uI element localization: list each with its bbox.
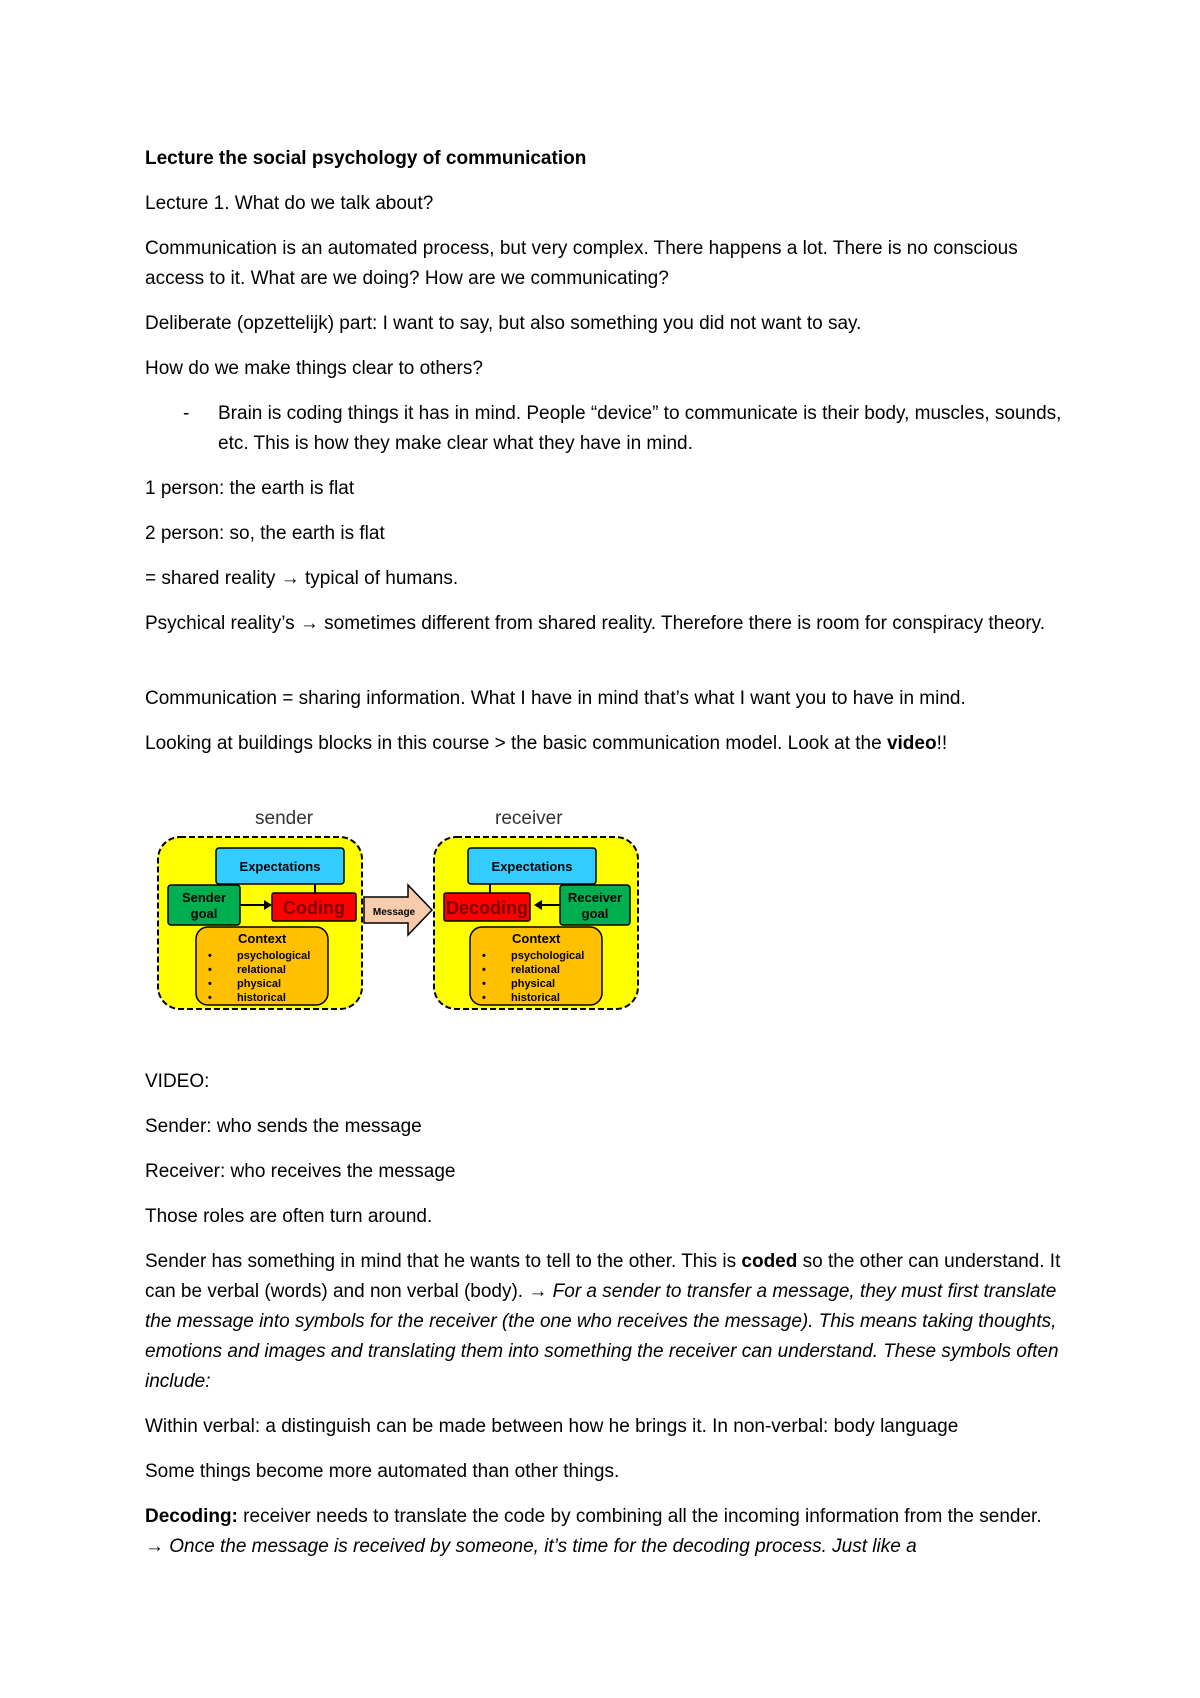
paragraph-receiver: Receiver: who receives the message (145, 1161, 456, 1182)
context-bullet-icon: • (482, 978, 486, 990)
psychical-reality-text-end: sometimes different from shared reality. Therefore there is room for conspiracy theory. (318, 613, 1046, 634)
receiver-goal-text-2: goal (581, 906, 609, 921)
bullet-marker: - (183, 403, 190, 424)
paragraph-person-2: 2 person: so, the earth is flat (145, 523, 385, 544)
decoding-label: Decoding: (145, 1506, 238, 1527)
paragraph-sender: Sender: who sends the message (145, 1116, 422, 1137)
sender-goal-text-1: Sender (181, 890, 227, 905)
receiver-context-item: historical (511, 992, 560, 1004)
paragraph-automated: Communication is an automated process, but very complex. There happens a lot. There is no conscious access to it. What are we doing? How are we communicating? (145, 238, 1018, 289)
context-bullet-icon: • (208, 964, 212, 976)
arrow-icon: → (145, 1536, 164, 1557)
shared-reality-text: = shared reality (145, 568, 281, 589)
receiver-label: receiver (495, 808, 563, 829)
sender-context-item: relational (237, 964, 286, 976)
paragraph-person-1: 1 person: the earth is flat (145, 478, 355, 499)
sender-context-item: psychological (237, 950, 311, 962)
context-bullet-icon: • (482, 992, 486, 1004)
arrow-icon: → (528, 1281, 548, 1302)
shared-reality-text-end: typical of humans. (299, 568, 459, 589)
receiver-context-title: Context (512, 931, 561, 946)
paragraph-coded (145, 1247, 1065, 1397)
receiver-goal-text-1: Receiver (567, 890, 623, 905)
paragraph-verbal: Within verbal: a distinguish can be made between how he brings it. In non-verbal: body language (145, 1416, 959, 1437)
psychical-reality-text: Psychical reality’s (145, 613, 300, 634)
context-bullet-icon: • (482, 950, 486, 962)
paragraph-shared-reality (145, 564, 1065, 594)
receiver-context-item: relational (511, 964, 560, 976)
sender-context-item: physical (237, 978, 282, 990)
decoding-italic-text: Once the message is received by someone, it’s time for the decoding process. Just like a (164, 1536, 917, 1557)
building-blocks-exclaim: !! (936, 733, 948, 754)
context-bullet-icon: • (208, 978, 212, 990)
paragraph-automated-things: Some things become more automated than other things. (145, 1461, 620, 1482)
video-heading: VIDEO: (145, 1071, 210, 1092)
paragraph-psychical-reality (145, 609, 1065, 639)
paragraph-roles: Those roles are often turn around. (145, 1206, 433, 1227)
paragraph-make-clear: How do we make things clear to others? (145, 358, 483, 379)
sender-expectations-text: Expectations (239, 859, 321, 874)
building-blocks-text: Looking at buildings blocks in this course > the basic communication model. Look at the (145, 733, 887, 754)
paragraph-deliberate: Deliberate (opzettelijk) part: I want to say, but also something you did not want to say. (145, 313, 862, 334)
paragraph-decoding (145, 1502, 1065, 1562)
message-text: Message (372, 907, 416, 918)
arrow-icon: → (299, 613, 319, 634)
coded-text: Sender has something in mind that he wants to tell to the other. This is (145, 1251, 742, 1272)
sender-label: sender (255, 808, 314, 829)
receiver-expectations-text: Expectations (491, 859, 573, 874)
receiver-context-item: physical (511, 978, 556, 990)
paragraph-sharing-information: Communication = sharing information. What I have in mind that’s what I want you to have in mind. (145, 688, 966, 709)
context-bullet-icon: • (208, 992, 212, 1004)
communication-model-diagram (150, 805, 650, 1015)
receiver-context-item: psychological (511, 950, 585, 962)
decoding-text: Decoding (445, 898, 529, 918)
paragraph-building-blocks (145, 729, 1065, 759)
context-bullet-icon: • (482, 964, 486, 976)
decoding-text-body: receiver needs to translate the code by combining all the incoming information from the sender. (237, 1506, 1042, 1527)
sender-context-item: historical (237, 992, 286, 1004)
lecture-heading: Lecture 1. What do we talk about? (145, 193, 434, 214)
bullet-brain-coding: Brain is coding things it has in mind. People “device” to communicate is their body, muscles, sounds, etc. This is how they make clear what they have in mind. (218, 403, 1062, 454)
arrow-icon: → (280, 568, 300, 589)
sender-goal-text-2: goal (190, 906, 218, 921)
coded-text-cont: so the other can understand. It can be verbal (words) and non verbal (body). (145, 1251, 1061, 1302)
video-emphasis: video (886, 733, 937, 754)
coded-emphasis: coded (741, 1251, 798, 1272)
document-title: Lecture the social psychology of communication (145, 148, 587, 169)
coding-text: Coding (283, 898, 345, 918)
context-bullet-icon: • (208, 950, 212, 962)
coded-italic-text: For a sender to transfer a message, they must first translate the message into symbols for the receiver (the one who receives the message). This means taking thoughts, emotions and images and translating them into something the receiver can understand. These symbols often include: (145, 1281, 1059, 1392)
sender-context-title: Context (238, 931, 287, 946)
